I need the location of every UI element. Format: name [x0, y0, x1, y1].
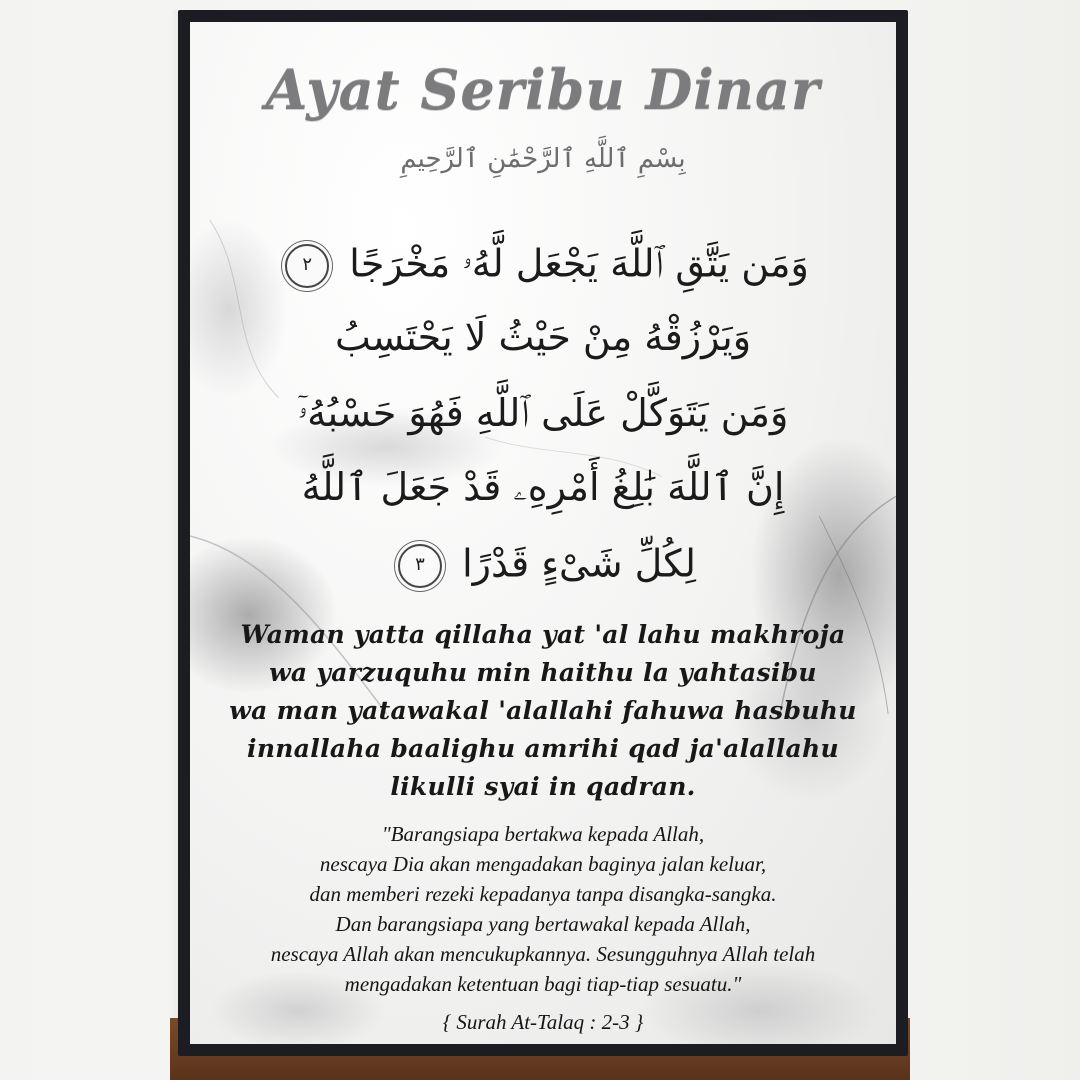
arabic-verse-line-5 [190, 541, 896, 588]
transliteration-line-5: likulli syai in qadran. [390, 772, 696, 801]
translation-line-3: dan memberi rezeki kepadanya tanpa disangka-sangka. [309, 882, 777, 906]
transliteration-line-2: wa yarzuquhu min haithu la yahtasibu [269, 658, 817, 687]
ayah-number-mark: ٢ [285, 244, 329, 288]
arabic-text: وَمَن يَتَّقِ ٱللَّهَ يَجْعَل لَّهُۥ مَخْرَجًا [349, 241, 809, 286]
arabic-verse-line-2: وَيَرْزُقْهُ مِنْ حَيْثُ لَا يَحْتَسِبُ [334, 315, 752, 359]
surah-reference: { Surah At-Talaq : 2-3 } [442, 1010, 644, 1034]
translation-line-4: Dan barangsiapa yang bertawakal kepada Allah, [335, 912, 751, 936]
bismillah-calligraphy: بِسْمِ ٱللَّهِ ٱلرَّحْمَٰنِ ٱلرَّحِيمِ [400, 144, 686, 174]
translation-line-2: nescaya Dia akan mengadakan baginya jalan keluar, [319, 852, 767, 876]
translation-line-6: mengadakan ketentuan bagi tiap-tiap sesuatu." [344, 972, 742, 996]
translation-line-5: nescaya Allah akan mencukupkannya. Sesungguhnya Allah telah [270, 942, 816, 966]
arabic-verse-line-1 [190, 241, 896, 288]
ayah-number-mark: ٣ [398, 544, 442, 588]
transliteration-line-4: innallaha baalighu amrihi qad ja'alallahu [247, 734, 839, 763]
poster-frame [178, 10, 908, 1056]
arabic-verse-line-3: وَمَن يَتَوَكَّلْ عَلَى ٱللَّهِ فَهُوَ حَسْبُهُۥٓ [297, 391, 789, 435]
arabic-verse-line-4: إِنَّ ٱللَّهَ بَٰلِغُ أَمْرِهِۦ قَدْ جَعَلَ ٱللَّهُ [301, 465, 785, 509]
transliteration-line-1: Waman yatta qillaha yat 'al lahu makhroja [240, 620, 846, 649]
marble-panel [190, 22, 896, 1044]
transliteration-line-3: wa man yatawakal 'alallahi fahuwa hasbuhu [229, 696, 857, 725]
poster-title: Ayat Seribu Dinar [265, 58, 821, 122]
arabic-text: لِكُلِّ شَىْءٍ قَدْرًا [462, 541, 696, 586]
translation-line-1: "Barangsiapa bertakwa kepada Allah, [381, 822, 705, 846]
